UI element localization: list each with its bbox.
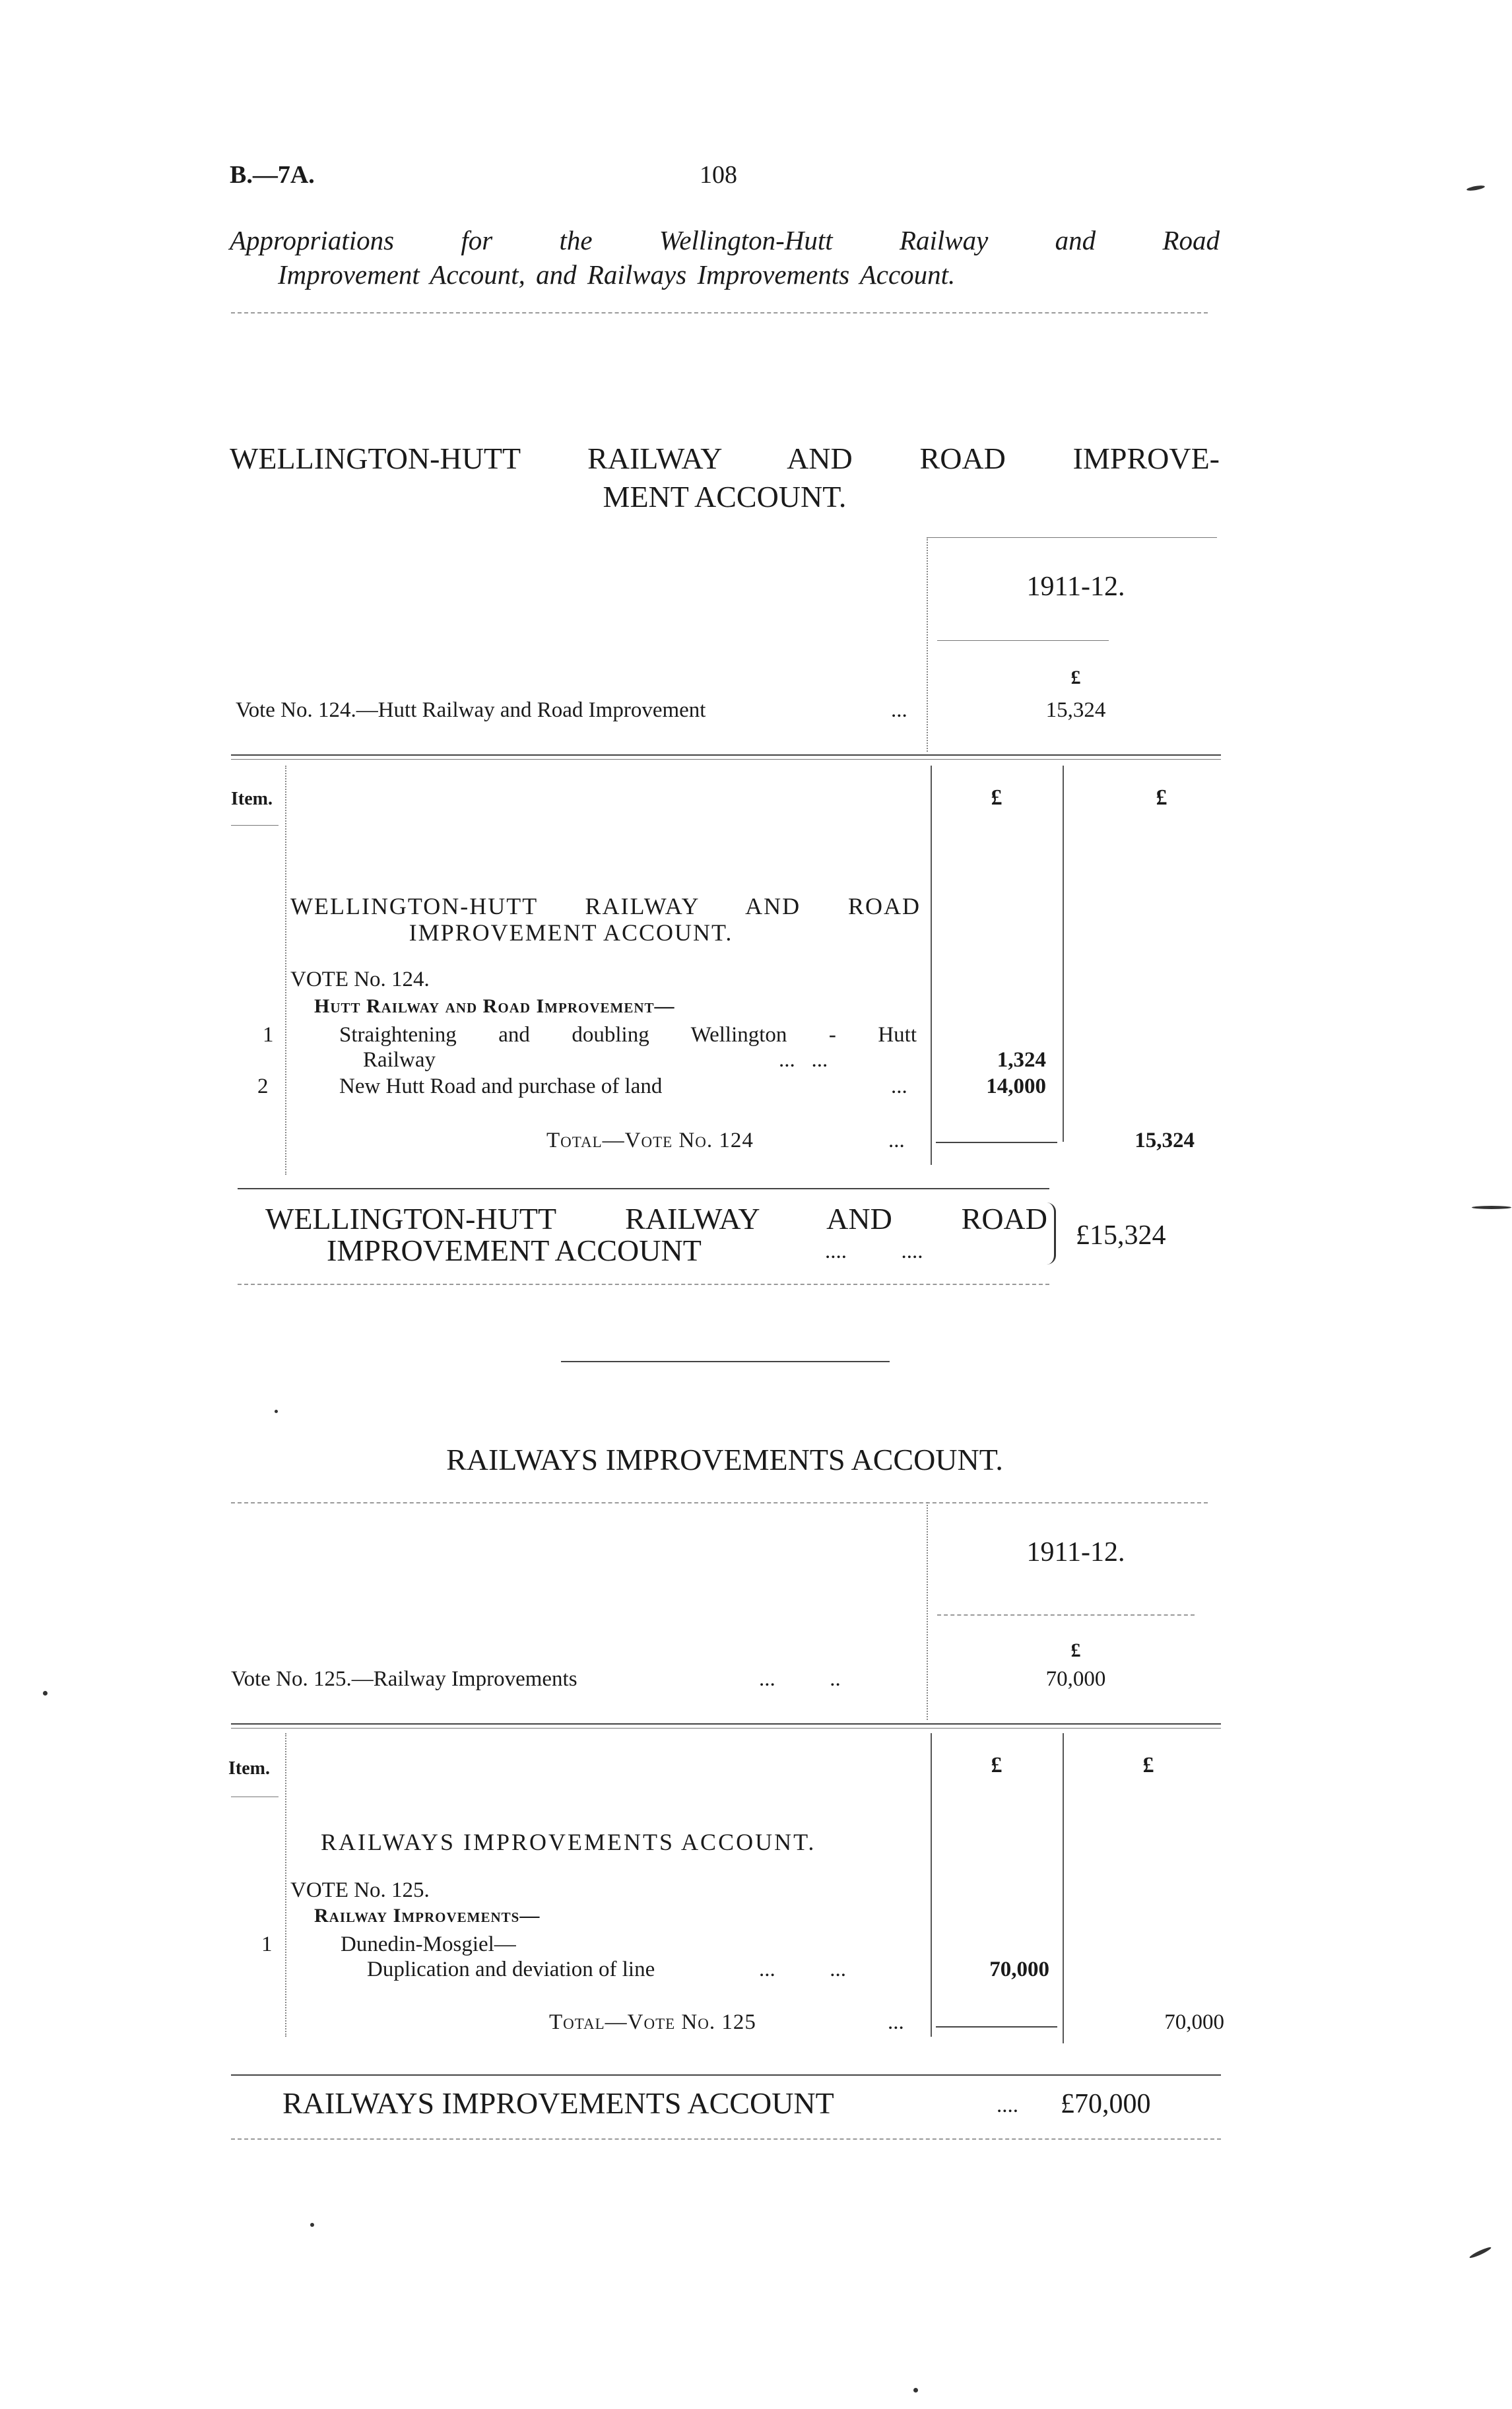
railways-year-underline: [937, 1614, 1195, 1616]
railways-vote-currency: £: [1070, 1639, 1081, 1661]
railways-vote-top-rule: [231, 1502, 1208, 1503]
railway-improvements-group-heading: Railway Improvements—: [314, 1905, 541, 1927]
pound-column-header-1: £: [991, 785, 1003, 810]
document-reference: B.—7A.: [230, 161, 315, 189]
railways-item-1-number: 1: [261, 1932, 273, 1956]
wellington-summary-bottom-rule: [238, 1284, 1049, 1285]
wellington-summary-line-2: IMPROVEMENT ACCOUNT: [327, 1234, 702, 1267]
hutt-group-heading: Hutt Railway and Road Improvement—: [314, 995, 675, 1017]
railways-vote-divider: [927, 1502, 928, 1720]
item-header-underline: [231, 825, 279, 826]
vote-125-amount: 70,000: [1045, 1667, 1106, 1691]
account-subtitle-line-2: IMPROVEMENT ACCOUNT.: [409, 919, 733, 946]
wellington-title-line-2: MENT ACCOUNT.: [603, 480, 847, 513]
railways-summary-top-rule: [231, 2074, 1221, 2076]
total-vote-124-dots: ...: [888, 1129, 905, 1152]
item-2-number: 2: [257, 1074, 269, 1098]
vote-125-dots: ... ..: [759, 1667, 841, 1691]
amount-column-divider-1: [931, 766, 932, 1165]
railways-amount-divider-1: [931, 1733, 932, 2037]
railways-item-column-divider: [285, 1733, 286, 2037]
railways-item-1-amount: 70,000: [989, 1958, 1049, 1981]
item-2-description: New Hutt Road and purchase of land: [339, 1074, 663, 1098]
scan-speck: [913, 2388, 918, 2392]
vote-124-heading: VOTE No. 124.: [290, 968, 430, 991]
railways-item-1-description-cont: Duplication and deviation of line: [367, 1958, 655, 1981]
pound-column-header-2: £: [1156, 785, 1167, 810]
section-separator: [561, 1361, 890, 1362]
account-subtitle-line-1: WELLINGTON-HUTT RAILWAY AND ROAD: [290, 893, 921, 919]
total-vote-124-amount: 15,324: [1134, 1129, 1195, 1152]
item-1-description-cont: Railway: [363, 1048, 436, 1072]
wellington-summary-dots: .... ....: [825, 1239, 923, 1263]
vote-125-heading: VOTE No. 125.: [290, 1878, 430, 1902]
year-underline: [937, 640, 1109, 641]
railways-summary-label: RAILWAYS IMPROVEMENTS ACCOUNT: [282, 2086, 834, 2120]
scan-speck: [310, 2223, 314, 2227]
items-table-top-rule-1: [231, 754, 1221, 756]
item-1-dots: ... ...: [779, 1048, 828, 1072]
item-column-header: Item.: [231, 789, 273, 809]
railways-subtitle: RAILWAYS IMPROVEMENTS ACCOUNT.: [321, 1829, 816, 1855]
railways-title: RAILWAYS IMPROVEMENTS ACCOUNT.: [446, 1443, 1003, 1476]
item-2-amount: 14,000: [986, 1074, 1046, 1098]
wellington-year-heading: 1911-12.: [1026, 572, 1125, 602]
summary-brace: [1045, 1203, 1056, 1265]
railways-items-top-rule-1: [231, 1723, 1221, 1725]
railways-summary-bottom-rule: [231, 2138, 1221, 2140]
scan-speck: [43, 1691, 48, 1696]
item-1-number: 1: [263, 1023, 274, 1047]
wellington-title-line-1: WELLINGTON-HUTT RAILWAY AND ROAD IMPROVE-: [230, 442, 1220, 475]
vote-124-dots: ...: [891, 698, 907, 722]
scan-speck: [275, 1410, 278, 1413]
item-1-description: Straightening and doubling Wellington - Hutt: [339, 1023, 917, 1047]
total-vote-125-label: Total—Vote No. 125: [549, 2010, 756, 2034]
vote-currency-symbol: £: [1070, 667, 1081, 688]
vote-125-label: Vote No. 125.—Railway Improvements: [231, 1667, 577, 1691]
railways-item-column-header: Item.: [228, 1758, 270, 1779]
amount-column-divider-2: [1063, 766, 1064, 1142]
scan-speck: [1466, 185, 1486, 192]
railways-pound-header-2: £: [1142, 1753, 1154, 1777]
total-vote-125-rule: [936, 2026, 1057, 2028]
wellington-summary-top-rule: [238, 1188, 1049, 1189]
railways-year-heading: 1911-12.: [1026, 1537, 1125, 1568]
scan-speck: [1468, 2246, 1492, 2260]
item-column-divider: [285, 766, 286, 1175]
vote-table-divider: [927, 537, 928, 752]
caption-line-1: Appropriations for the Wellington-Hutt Railway and Road: [230, 225, 1220, 255]
page-number: 108: [700, 161, 737, 189]
railways-item-1-description: Dunedin-Mosgiel—: [341, 1932, 516, 1956]
item-2-dots: ...: [891, 1074, 907, 1098]
vote-124-amount: 15,324: [1045, 698, 1106, 722]
wellington-summary-amount: £15,324: [1076, 1220, 1166, 1251]
wellington-summary-line-1: WELLINGTON-HUTT RAILWAY AND ROAD: [265, 1202, 1047, 1236]
railways-item-1-dots: ... ...: [759, 1958, 846, 1981]
railways-items-top-rule-2: [231, 1728, 1221, 1729]
railways-summary-dots: ....: [997, 2094, 1018, 2117]
vote-table-top-rule: [927, 537, 1217, 538]
total-vote-125-dots: ...: [888, 2010, 904, 2034]
total-vote-125-amount: 70,000: [1164, 2010, 1224, 2034]
total-vote-124-rule: [936, 1142, 1057, 1143]
caption-line-2: Improvement Account, and Railways Improvements Account.: [278, 259, 956, 290]
railways-amount-divider-2: [1063, 1733, 1064, 2043]
items-table-top-rule-2: [231, 759, 1221, 760]
railways-summary-amount: £70,000: [1061, 2089, 1151, 2119]
vote-124-label: Vote No. 124.—Hutt Railway and Road Improvement: [236, 698, 706, 722]
railways-pound-header-1: £: [991, 1753, 1003, 1777]
header-rule: [231, 312, 1208, 314]
item-1-amount: 1,324: [997, 1048, 1046, 1072]
scan-speck: [1472, 1206, 1511, 1209]
total-vote-124-label: Total—Vote No. 124: [546, 1129, 754, 1152]
